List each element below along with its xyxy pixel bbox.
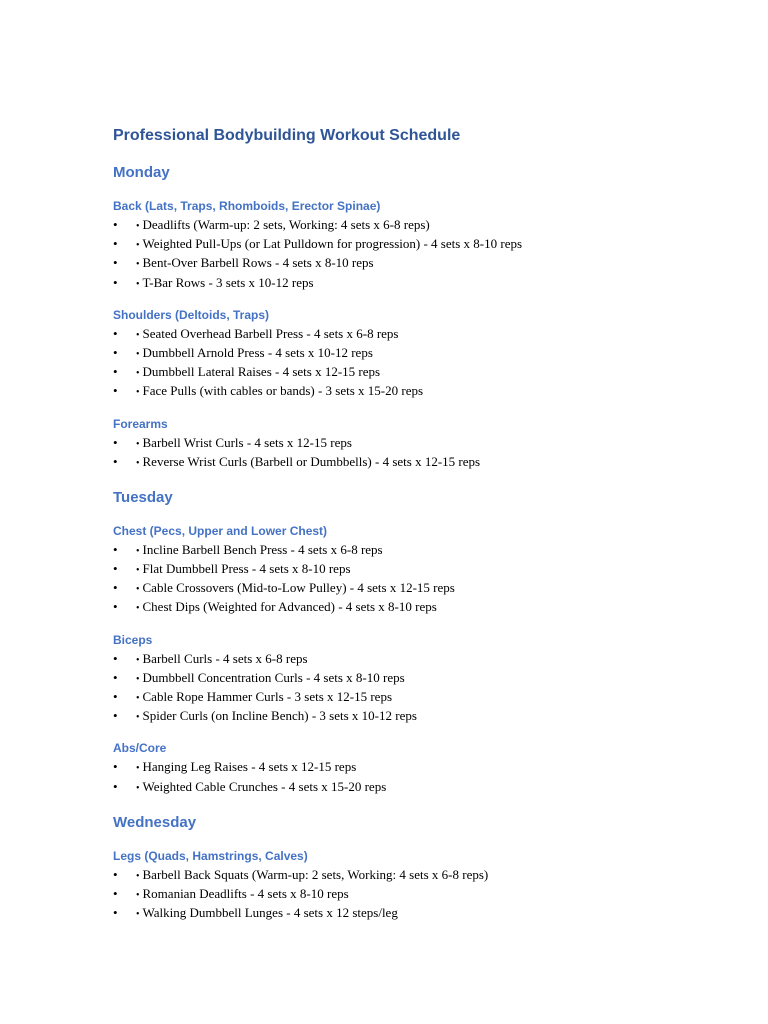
exercise-item — [113, 706, 733, 725]
document-body — [113, 126, 733, 922]
bullet-icon: • — [113, 885, 118, 901]
bullet-icon: • — [113, 866, 118, 882]
exercise-item — [113, 540, 733, 559]
exercise-text: Incline Barbell Bench Press - 4 sets x 6-8 reps — [142, 541, 383, 557]
exercise-list — [113, 540, 733, 617]
inline-dot-icon: • — [136, 368, 140, 380]
exercise-text: Dumbbell Arnold Press - 4 sets x 10-12 reps — [142, 344, 373, 360]
inline-dot-icon: • — [136, 329, 140, 341]
exercise-item — [113, 273, 733, 292]
exercise-text: Reverse Wrist Curls (Barbell or Dumbbells) - 4 sets x 12-15 reps — [142, 453, 481, 469]
bullet-icon: • — [113, 905, 118, 921]
bullet-icon: • — [113, 778, 118, 794]
muscle-group-section — [113, 198, 733, 292]
schedule-days — [113, 163, 733, 922]
exercise-text: Barbell Curls - 4 sets x 6-8 reps — [142, 650, 308, 666]
inline-dot-icon: • — [136, 870, 140, 882]
bullet-icon: • — [113, 599, 118, 615]
bullet-icon: • — [113, 669, 118, 685]
muscle-group-heading: Chest (Pecs, Upper and Lower Chest) — [113, 523, 328, 538]
exercise-item — [113, 597, 733, 616]
day-heading: Monday — [113, 164, 170, 181]
exercise-text: Dumbbell Concentration Curls - 4 sets x 8-10 reps — [142, 669, 405, 685]
inline-dot-icon: • — [136, 221, 140, 232]
muscle-group-heading: Forearms — [113, 416, 168, 431]
exercise-text: Chest Dips (Weighted for Advanced) - 4 sets x 8-10 reps — [142, 599, 437, 615]
day-block-tuesday — [113, 488, 733, 796]
exercise-text: T-Bar Rows - 3 sets x 10-12 reps — [142, 274, 314, 290]
muscle-group-section — [113, 523, 733, 617]
exercise-list — [113, 215, 733, 292]
inline-dot-icon: • — [136, 278, 140, 290]
inline-dot-icon: • — [136, 438, 140, 450]
inline-dot-icon: • — [136, 654, 140, 666]
bullet-icon: • — [113, 708, 118, 724]
exercise-item — [113, 343, 733, 362]
exercise-text: Hanging Leg Raises - 4 sets x 12-15 reps — [142, 759, 357, 775]
bullet-icon: • — [113, 561, 118, 577]
exercise-text: Weighted Pull-Ups (or Lat Pulldown for progression) - 4 sets x 8-10 reps — [142, 236, 523, 252]
exercise-item — [113, 777, 733, 796]
bullet-icon: • — [113, 364, 118, 380]
exercise-text: Cable Rope Hammer Curls - 3 sets x 12-15 reps — [142, 689, 392, 704]
exercise-list — [113, 324, 733, 401]
exercise-item — [113, 215, 733, 234]
bullet-icon: • — [113, 344, 118, 360]
muscle-group-section — [113, 848, 733, 923]
exercise-item — [113, 452, 733, 471]
bullet-icon: • — [113, 383, 118, 399]
exercise-text: Deadlifts (Warm-up: 2 sets, Working: 4 sets x 6-8 reps) — [142, 217, 430, 232]
inline-dot-icon: • — [136, 565, 140, 577]
exercise-item — [113, 668, 733, 687]
exercise-list — [113, 649, 733, 726]
muscle-group-heading: Abs/Core — [113, 741, 167, 756]
inline-dot-icon: • — [136, 889, 140, 901]
exercise-list — [113, 757, 733, 795]
exercise-text: Cable Crossovers (Mid-to-Low Pulley) - 4 sets x 12-15 reps — [142, 580, 455, 596]
inline-dot-icon: • — [136, 259, 140, 271]
bullet-icon: • — [113, 541, 118, 557]
exercise-text: Bent-Over Barbell Rows - 4 sets x 8-10 reps — [142, 255, 374, 271]
exercise-text: Romanian Deadlifts - 4 sets x 8-10 reps — [142, 885, 349, 901]
day-heading: Wednesday — [113, 813, 197, 831]
inline-dot-icon: • — [136, 545, 140, 557]
day-block-monday — [113, 163, 733, 471]
exercise-item — [113, 324, 733, 343]
exercise-item — [113, 234, 733, 253]
document-title: Professional Bodybuilding Workout Schedule — [113, 127, 461, 144]
inline-dot-icon: • — [136, 603, 140, 615]
inline-dot-icon: • — [136, 348, 140, 360]
bullet-icon: • — [113, 650, 118, 666]
muscle-group-heading: Legs (Quads, Hamstrings, Calves) — [113, 848, 308, 863]
exercise-text: Dumbbell Lateral Raises - 4 sets x 12-15 reps — [142, 364, 381, 380]
exercise-list — [113, 865, 733, 923]
inline-dot-icon: • — [136, 782, 140, 794]
muscle-group-section — [113, 416, 733, 471]
bullet-icon: • — [113, 236, 118, 252]
exercise-text: Face Pulls (with cables or bands) - 3 sets x 15-20 reps — [142, 383, 424, 399]
exercise-item — [113, 433, 733, 452]
bullet-icon: • — [113, 580, 118, 596]
inline-dot-icon: • — [136, 673, 140, 685]
muscle-group-heading: Biceps — [113, 632, 153, 647]
exercise-text: Walking Dumbbell Lunges - 4 sets x 12 steps/leg — [142, 905, 398, 921]
bullet-icon: • — [113, 325, 118, 341]
exercise-item — [113, 687, 733, 706]
day-heading: Tuesday — [113, 488, 173, 506]
exercise-item — [113, 884, 733, 903]
muscle-group-section — [113, 740, 733, 795]
exercise-item — [113, 865, 733, 884]
inline-dot-icon: • — [136, 457, 140, 469]
bullet-icon: • — [113, 434, 118, 450]
exercise-item — [113, 559, 733, 578]
exercise-item — [113, 757, 733, 776]
exercise-item — [113, 903, 733, 922]
inline-dot-icon: • — [136, 693, 140, 704]
bullet-icon: • — [113, 689, 118, 704]
day-block-wednesday — [113, 813, 733, 923]
muscle-group-section — [113, 632, 733, 726]
bullet-icon: • — [113, 759, 118, 775]
inline-dot-icon: • — [136, 763, 140, 775]
exercise-item — [113, 578, 733, 597]
exercise-item — [113, 381, 733, 400]
inline-dot-icon: • — [136, 240, 140, 252]
exercise-text: Weighted Cable Crunches - 4 sets x 15-20 reps — [142, 778, 387, 794]
exercise-text: Barbell Wrist Curls - 4 sets x 12-15 reps — [142, 434, 352, 450]
muscle-group-heading: Back (Lats, Traps, Rhomboids, Erector Spinae) — [113, 199, 381, 213]
inline-dot-icon: • — [136, 909, 140, 921]
inline-dot-icon: • — [136, 712, 140, 724]
exercise-item — [113, 362, 733, 381]
muscle-group-section — [113, 307, 733, 401]
inline-dot-icon: • — [136, 387, 140, 399]
bullet-icon: • — [113, 217, 118, 232]
exercise-item — [113, 649, 733, 668]
bullet-icon: • — [113, 274, 118, 290]
muscle-group-heading: Shoulders (Deltoids, Traps) — [113, 307, 270, 322]
exercise-item — [113, 253, 733, 272]
bullet-icon: • — [113, 453, 118, 469]
exercise-list — [113, 433, 733, 471]
bullet-icon: • — [113, 255, 118, 271]
exercise-text: Flat Dumbbell Press - 4 sets x 8-10 reps — [142, 561, 351, 577]
exercise-text: Spider Curls (on Incline Bench) - 3 sets x 10-12 reps — [142, 708, 417, 724]
inline-dot-icon: • — [136, 584, 140, 596]
exercise-text: Barbell Back Squats (Warm-up: 2 sets, Working: 4 sets x 6-8 reps) — [142, 866, 489, 882]
exercise-text: Seated Overhead Barbell Press - 4 sets x 6-8 reps — [142, 325, 399, 341]
